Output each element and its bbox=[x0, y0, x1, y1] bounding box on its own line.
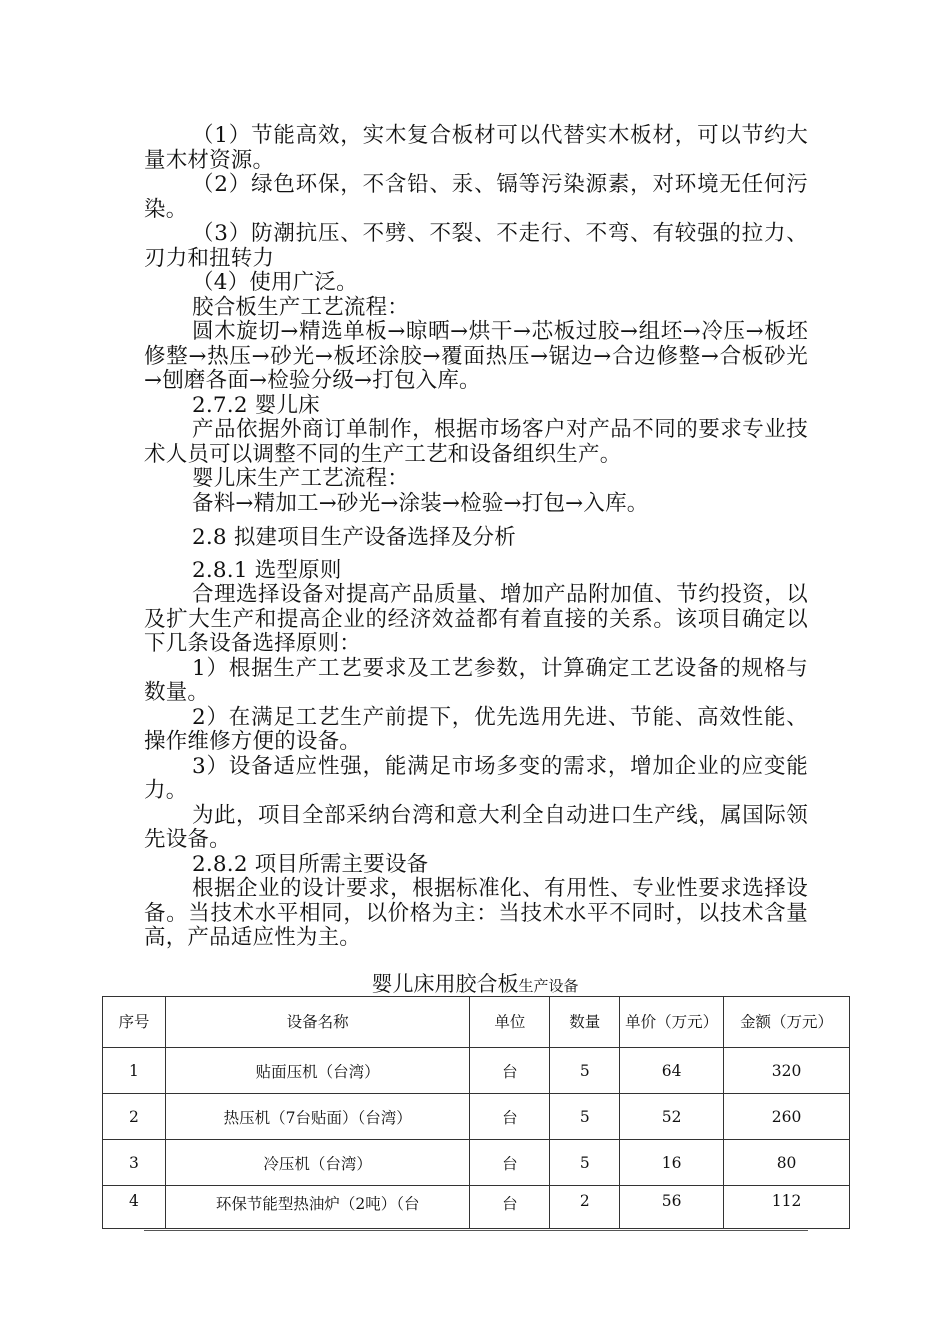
cell-amount: 112 bbox=[724, 1186, 850, 1229]
paragraph: 合理选择设备对提高产品质量、增加产品附加值、节约投资，以及扩大生产和提高企业的经济效益都有着直接的关系。该项目确定以下几条设备选择原则： bbox=[144, 582, 808, 656]
table-caption-main: 婴儿床用胶合板 bbox=[371, 972, 519, 996]
table-caption-small: 生产设备 bbox=[518, 977, 579, 995]
table-caption bbox=[0, 972, 950, 998]
cell-unit-price: 52 bbox=[620, 1094, 724, 1140]
header-index: 序号 bbox=[103, 997, 166, 1048]
paragraph: 2.7.2 婴儿床 bbox=[192, 392, 320, 418]
paragraph: 婴儿床生产工艺流程： bbox=[192, 466, 410, 491]
cell-equipment-name: 热压机（7台贴面）（台湾） bbox=[165, 1094, 470, 1140]
cell-unit-price: 56 bbox=[620, 1186, 724, 1229]
document-body bbox=[144, 124, 808, 951]
header-amount: 金额（万元） bbox=[724, 997, 850, 1048]
table-row bbox=[103, 1186, 850, 1229]
header-unit-price: 单价（万元） bbox=[620, 997, 724, 1048]
paragraph: （3）防潮抗压、不劈、不裂、不走行、不弯、有较强的拉力、刃力和扭转力 bbox=[144, 221, 808, 271]
cell-amount: 260 bbox=[724, 1094, 850, 1140]
cell-unit: 台 bbox=[470, 1094, 550, 1140]
paragraph: 胶合板生产工艺流程： bbox=[192, 294, 410, 320]
paragraph: 为此，项目全部采纳台湾和意大利全自动进口生产线，属国际领先设备。 bbox=[144, 802, 808, 852]
equipment-table bbox=[102, 996, 850, 1229]
cell-unit: 台 bbox=[470, 1140, 550, 1186]
paragraph: 产品依据外商订单制作，根据市场客户对产品不同的要求专业技术人员可以调整不同的生产工艺和设备组织生产。 bbox=[144, 417, 808, 467]
cell-unit-price: 16 bbox=[620, 1140, 724, 1186]
table-row bbox=[103, 1140, 850, 1186]
cell-unit: 台 bbox=[470, 1048, 550, 1094]
paragraph: （2）绿色环保，不含铅、汞、镉等污染源素，对环境无任何污染。 bbox=[144, 172, 808, 222]
cell-equipment-name: 环保节能型热油炉（2吨）（台 bbox=[165, 1186, 470, 1229]
header-equipment-name: 设备名称 bbox=[165, 997, 470, 1048]
table-row bbox=[103, 1048, 850, 1094]
cell-quantity: 5 bbox=[550, 1094, 620, 1140]
paragraph: 3）设备适应性强，能满足市场多变的需求，增加企业的应变能力。 bbox=[144, 753, 808, 803]
paragraph: 圆木旋切→精选单板→晾晒→烘干→芯板过胶→组坯→冷压→板坯修整→热压→砂光→板坯涂胶→覆面热压→锯边→合边修整→合板砂光→刨磨各面→检验分级→打包入库。 bbox=[144, 319, 808, 393]
paragraph: 2.8 拟建项目生产设备选择及分析 bbox=[192, 525, 516, 550]
cell-amount: 320 bbox=[724, 1048, 850, 1094]
paragraph: （4）使用广泛。 bbox=[192, 270, 358, 295]
paragraph: 根据企业的设计要求，根据标准化、有用性、专业性要求选择设备。当技术水平相同，以价格为主：当技术水平不同时，以技术含量高，产品适应性为主。 bbox=[144, 876, 808, 950]
cell-quantity: 2 bbox=[550, 1186, 620, 1229]
header-quantity: 数量 bbox=[550, 997, 620, 1048]
paragraph: 2）在满足工艺生产前提下，优先选用先进、节能、高效性能、操作维修方便的设备。 bbox=[144, 704, 808, 754]
paragraph: 2.8.2 项目所需主要设备 bbox=[192, 851, 429, 877]
paragraph: （1）节能高效，实木复合板材可以代替实木板材，可以节约大量木材资源。 bbox=[144, 123, 808, 173]
cell-unit: 台 bbox=[470, 1186, 550, 1229]
cell-index: 2 bbox=[103, 1094, 166, 1140]
footer-divider bbox=[144, 1230, 808, 1231]
cell-equipment-name: 冷压机（台湾） bbox=[165, 1140, 470, 1186]
paragraph: 1）根据生产工艺要求及工艺参数，计算确定工艺设备的规格与数量。 bbox=[144, 655, 808, 705]
paragraph: 备料→精加工→砂光→涂装→检验→打包→入库。 bbox=[192, 490, 649, 516]
cell-equipment-name: 贴面压机（台湾） bbox=[165, 1048, 470, 1094]
paragraph: 2.8.1 选型原则 bbox=[192, 557, 342, 583]
header-unit: 单位 bbox=[470, 997, 550, 1048]
cell-quantity: 5 bbox=[550, 1048, 620, 1094]
cell-amount: 80 bbox=[724, 1140, 850, 1186]
cell-unit-price: 64 bbox=[620, 1048, 724, 1094]
cell-quantity: 5 bbox=[550, 1140, 620, 1186]
cell-index: 4 bbox=[103, 1186, 166, 1229]
cell-index: 3 bbox=[103, 1140, 166, 1186]
cell-index: 1 bbox=[103, 1048, 166, 1094]
table-header-row bbox=[103, 997, 850, 1048]
table-row bbox=[103, 1094, 850, 1140]
